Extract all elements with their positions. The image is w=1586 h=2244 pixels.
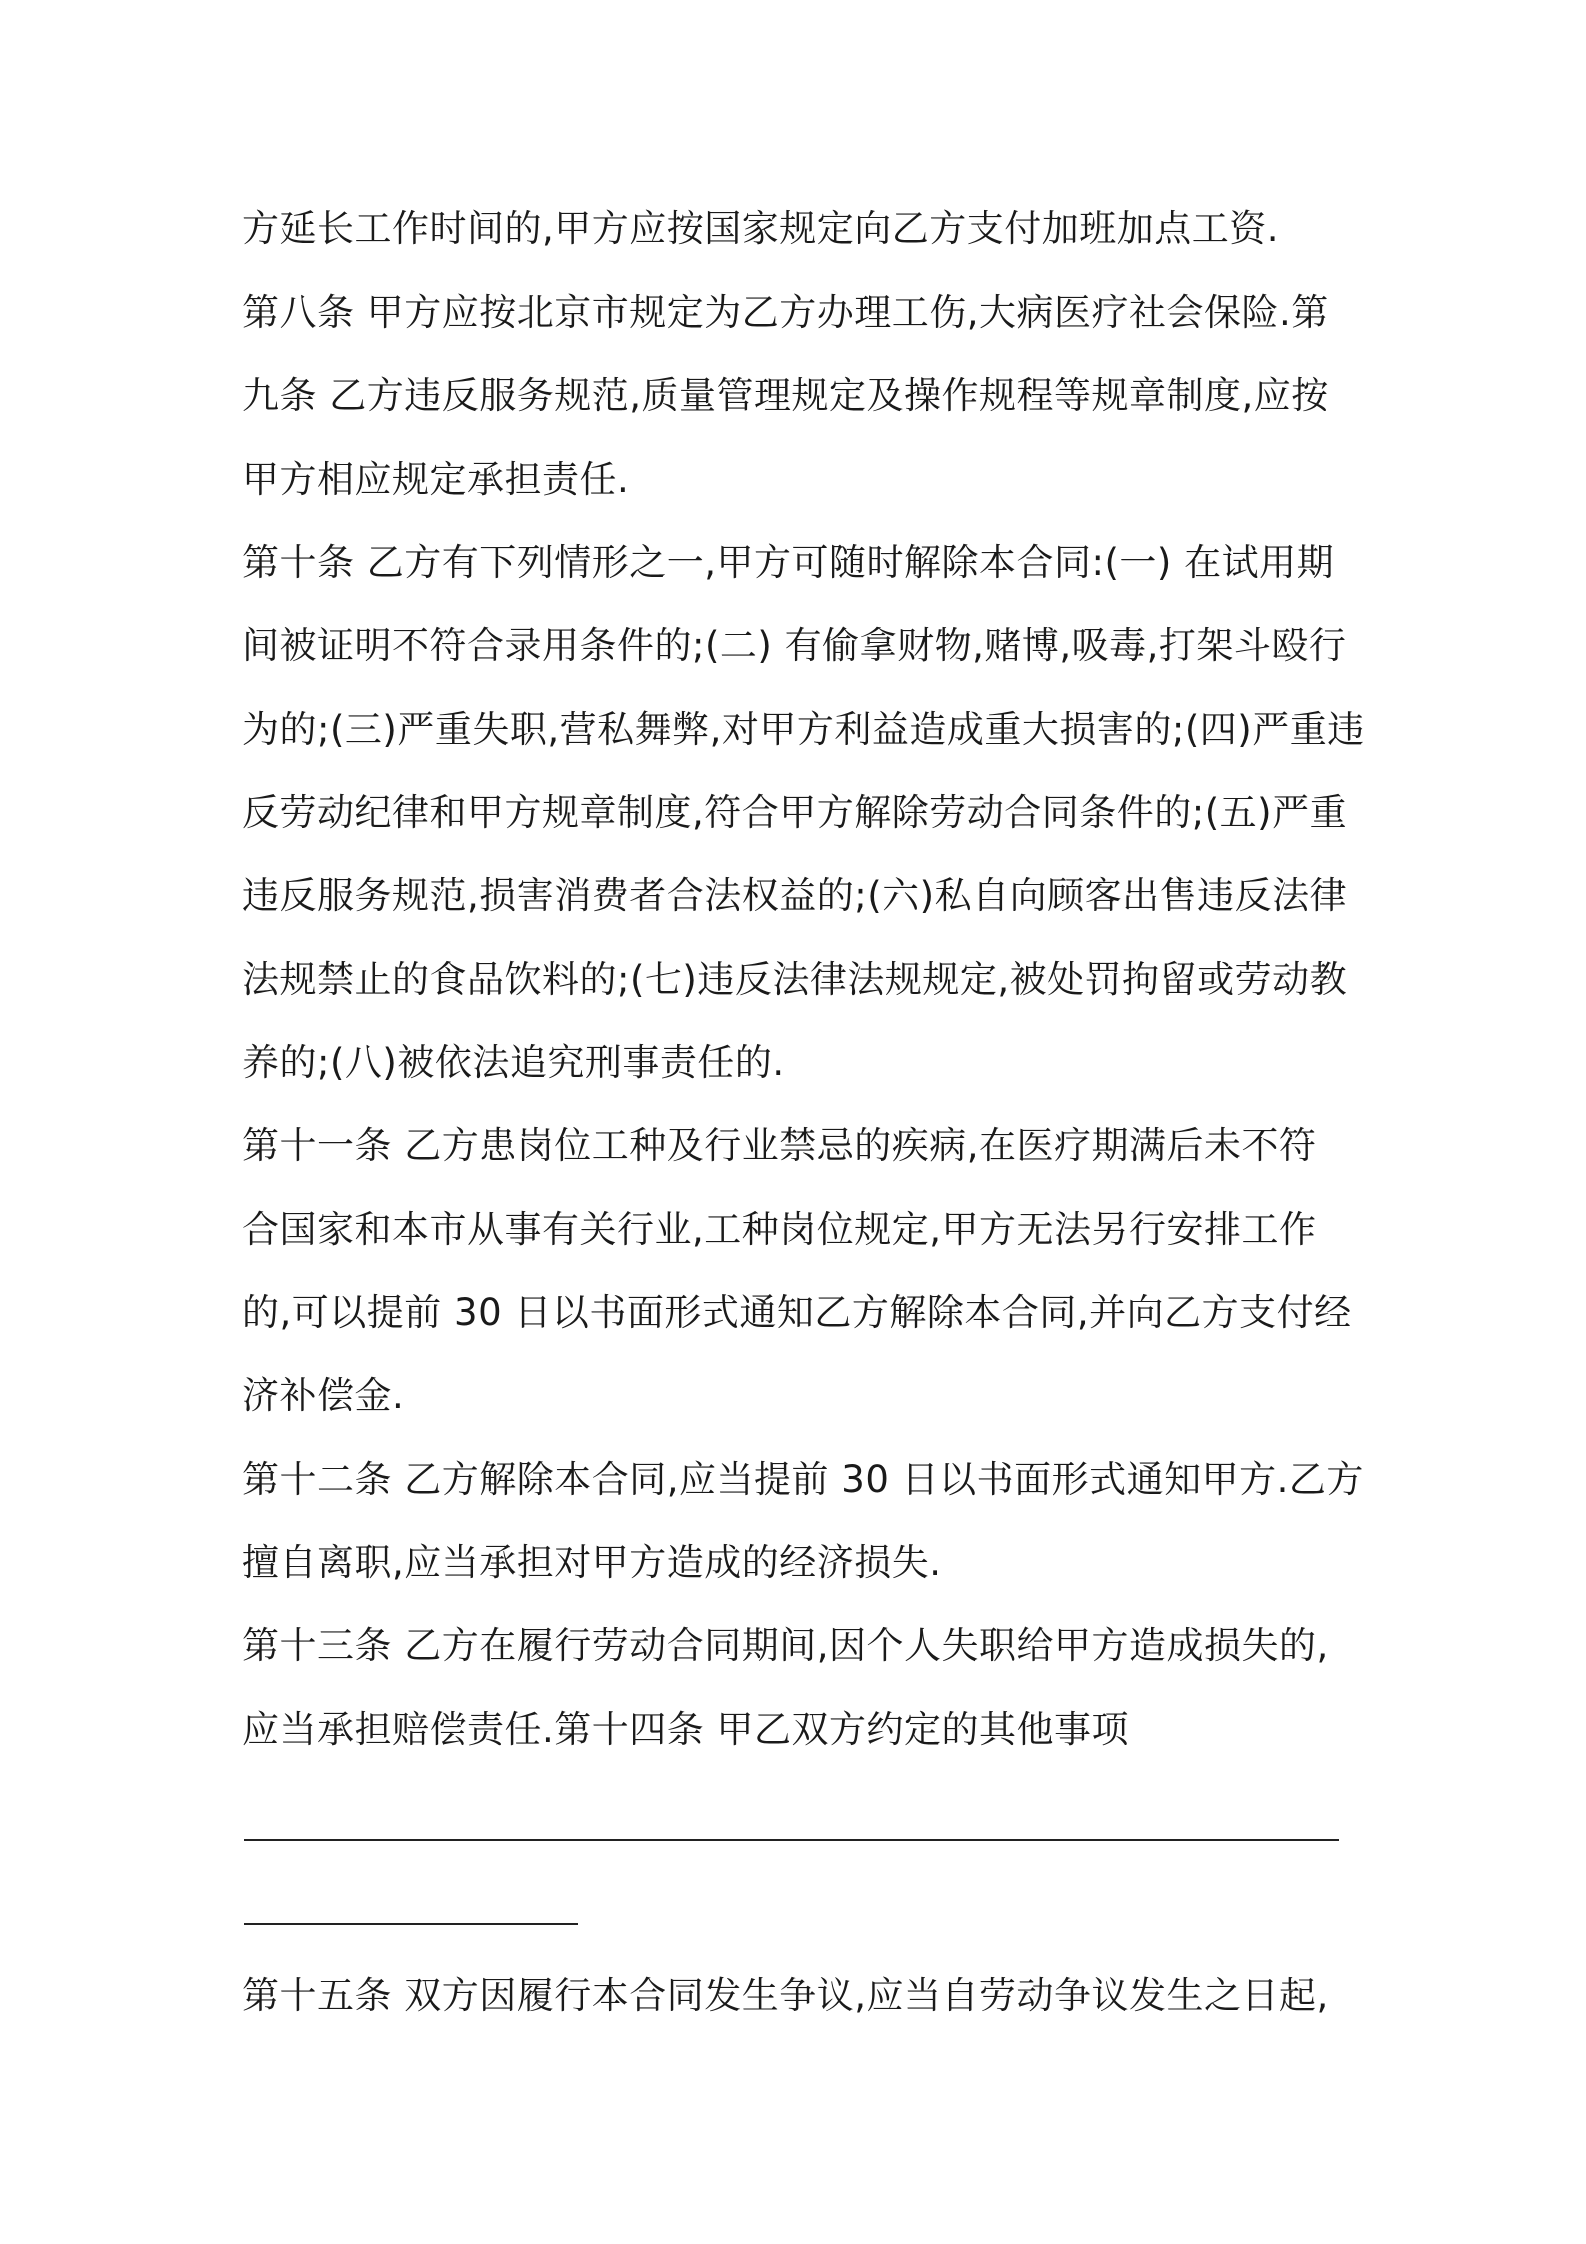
text-line: 反劳动纪律和甲方规章制度,符合甲方解除劳动合同条件的;(五)严重 [242,791,1348,834]
text-line: 第十一条 乙方患岗位工种及行业禁忌的疾病,在医疗期满后未不符 [242,1124,1317,1167]
text-line: 第十五条 双方因履行本合同发生争议,应当自劳动争议发生之日起, [242,1974,1329,2017]
text-line: 第十三条 乙方在履行劳动合同期间,因个人失职给甲方造成损失的, [242,1624,1329,1667]
text-line: 合国家和本市从事有关行业,工种岗位规定,甲方无法另行安排工作 [242,1208,1317,1251]
text-line: 养的;(八)被依法追究刑事责任的. [242,1041,785,1084]
text-line: 应当承担赔偿责任.第十四条 甲乙双方约定的其他事项 [242,1708,1130,1751]
text-line: 甲方相应规定承担责任. [242,458,630,501]
text-line: 第八条 甲方应按北京市规定为乙方办理工伤,大病医疗社会保险.第 [242,291,1329,334]
text-line: 方延长工作时间的,甲方应按国家规定向乙方支付加班加点工资. [242,207,1280,250]
text-line: 违反服务规范,损害消费者合法权益的;(六)私自向顾客出售违反法律 [242,874,1348,917]
text-line: 的,可以提前 30 日以书面形式通知乙方解除本合同,并向乙方支付经 [242,1291,1352,1334]
text-line: 擅自离职,应当承担对甲方造成的经济损失. [242,1541,942,1584]
text-line: 第十条 乙方有下列情形之一,甲方可随时解除本合同:(一) 在试用期 [242,541,1335,584]
text-line: 法规禁止的食品饮料的;(七)违反法律法规规定,被处罚拘留或劳动教 [242,958,1348,1001]
text-line: 为的;(三)严重失职,营私舞弊,对甲方利益造成重大损害的;(四)严重违 [242,708,1365,751]
blank-fill-line [244,1923,578,1925]
blank-fill-line [244,1839,1339,1841]
text-line: 第十二条 乙方解除本合同,应当提前 30 日以书面形式通知甲方.乙方 [242,1458,1364,1501]
text-line: 九条 乙方违反服务规范,质量管理规定及操作规程等规章制度,应按 [242,374,1329,417]
text-line: 间被证明不符合录用条件的;(二) 有偷拿财物,赌博,吸毒,打架斗殴行 [242,624,1347,667]
text-line: 济补偿金. [242,1374,405,1417]
